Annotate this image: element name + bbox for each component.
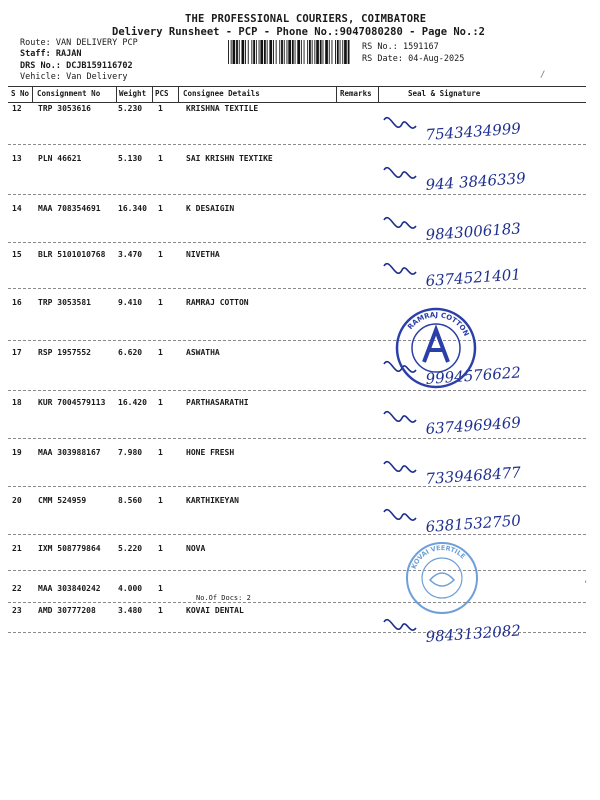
signature-phone: 7339468477 <box>425 463 522 488</box>
cell-consignee: NIVETHA <box>186 250 220 259</box>
drs-value: DCJB159116702 <box>66 61 133 71</box>
signature-phone: 9843006183 <box>425 219 522 244</box>
cell-sno: 16 <box>12 298 22 307</box>
cell-consignment: MAA 708354691 <box>38 204 101 213</box>
barcode-image <box>228 40 350 64</box>
barcode-bar <box>312 40 313 64</box>
cell-sno: 17 <box>12 348 22 357</box>
signature-scribble <box>384 620 416 630</box>
column-divider <box>32 86 33 102</box>
cell-weight: 5.130 <box>118 154 143 163</box>
cell-weight: 3.470 <box>118 250 143 259</box>
barcode-bar <box>239 40 240 64</box>
header-bottom-border <box>8 102 586 103</box>
route-line <box>20 38 138 48</box>
barcode-bar <box>236 40 238 64</box>
cell-consignment: TRP 3053616 <box>38 104 91 113</box>
cell-weight: 16.420 <box>118 398 147 407</box>
cell-sno: 13 <box>12 154 22 163</box>
cell-consignment: AMD 30777208 <box>38 606 96 615</box>
cell-pcs: 1 <box>158 298 163 307</box>
barcode-bar <box>320 40 322 64</box>
row-divider <box>8 602 586 603</box>
cell-weight: 5.220 <box>118 544 143 553</box>
col-consignment: Consignment No <box>37 89 101 98</box>
cell-sno: 22 <box>12 584 22 593</box>
cell-weight: 16.340 <box>118 204 147 213</box>
signature-phone: 9843132082 <box>425 621 522 646</box>
pen-mark: ' <box>583 580 589 590</box>
barcode-bar <box>292 40 294 64</box>
barcode-bar <box>295 40 296 64</box>
barcode-bar <box>276 40 277 64</box>
barcode-bar <box>348 40 350 64</box>
cell-sno: 23 <box>12 606 22 615</box>
cell-weight: 6.620 <box>118 348 143 357</box>
runsheet-title: Delivery Runsheet - PCP - Phone No.:9047080280 - Page No.:2 <box>112 26 485 38</box>
row-divider <box>8 570 586 571</box>
col-weight: Weight <box>119 89 147 98</box>
barcode-bar <box>231 40 232 64</box>
drs-line <box>20 61 133 71</box>
cell-consignee: K DESAIGIN <box>186 204 235 213</box>
signature-scribble <box>384 168 416 178</box>
rs-date-label: RS Date: <box>362 54 403 64</box>
cell-sno: 14 <box>12 204 22 213</box>
signature-phone: 6374969469 <box>425 413 522 438</box>
cell-consignment: MAA 303988167 <box>38 448 101 457</box>
barcode-bar <box>304 40 305 64</box>
barcode-bar <box>281 40 283 64</box>
cell-weight: 8.560 <box>118 496 143 505</box>
cell-weight: 3.480 <box>118 606 143 615</box>
header-top-border <box>8 86 586 87</box>
barcode-bar <box>284 40 285 64</box>
col-consignee: Consignee Details <box>183 89 260 98</box>
signature-phone: 7543434999 <box>425 119 522 144</box>
handwritten-signature <box>360 206 590 256</box>
cell-consignment: IXM 508779864 <box>38 544 101 553</box>
rs-date-value: 04-Aug-2025 <box>408 54 465 64</box>
barcode-bar <box>301 40 302 64</box>
barcode-bar <box>335 40 336 64</box>
cell-sno: 18 <box>12 398 22 407</box>
barcode-bar <box>251 40 252 64</box>
cell-consignment: BLR 5101010768 <box>38 250 106 259</box>
ramraj-stamp-text: RAMRAJ COTTON <box>406 310 471 338</box>
barcode-bar <box>344 40 347 64</box>
cell-pcs: 1 <box>158 448 163 457</box>
barcode-bar <box>307 40 308 64</box>
barcode-bar <box>316 40 319 64</box>
column-divider <box>152 86 153 102</box>
barcode-bar <box>279 40 280 64</box>
signature-phone: 9994576622 <box>425 363 522 388</box>
barcode-bar <box>288 40 291 64</box>
barcode-bar <box>329 40 330 64</box>
cell-consignment: CMM 524959 <box>38 496 87 505</box>
cell-weight: 9.410 <box>118 298 143 307</box>
barcode-bar <box>323 40 324 64</box>
cell-consignment: TRP 3053581 <box>38 298 91 307</box>
barcode-bar <box>314 40 315 64</box>
barcode-bar <box>297 40 300 64</box>
col-sno: S No <box>11 89 30 98</box>
cell-sno: 15 <box>12 250 22 259</box>
staff-line <box>20 49 81 59</box>
cell-consignment: KUR 7004579113 <box>38 398 106 407</box>
drs-label: DRS No.: <box>20 61 61 71</box>
barcode-bar <box>260 40 263 64</box>
barcode-bar <box>332 40 333 64</box>
route-label: Route: <box>20 38 51 48</box>
cell-consignment: PLN 46621 <box>38 154 82 163</box>
signature-scribble <box>384 264 416 274</box>
cell-consignee: RAMRAJ COTTON <box>186 298 249 307</box>
cell-pcs: 1 <box>158 584 163 593</box>
cell-pcs: 1 <box>158 104 163 113</box>
cell-consignee: KRISHNA TEXTILE <box>186 104 259 113</box>
barcode-bar <box>325 40 328 64</box>
signature-scribble <box>384 218 416 228</box>
signature-phone: 6381532750 <box>425 511 522 536</box>
cell-sno: 21 <box>12 544 22 553</box>
vehicle-label: Vehicle: <box>20 72 61 82</box>
ramraj-stamp <box>394 306 478 390</box>
barcode-bar <box>337 40 339 64</box>
cell-consignee: NOVA <box>186 544 206 553</box>
signature-phone: 944 3846339 <box>425 169 527 194</box>
barcode-bar <box>253 40 255 64</box>
cell-pcs: 1 <box>158 348 163 357</box>
handwritten-signature <box>360 106 590 156</box>
cell-pcs: 1 <box>158 496 163 505</box>
cell-pcs: 1 <box>158 606 163 615</box>
signature-scribble <box>384 510 416 520</box>
barcode-bar <box>273 40 274 64</box>
barcode-bar <box>269 40 272 64</box>
rs-no-label: RS No.: <box>362 42 398 52</box>
cell-pcs: 1 <box>158 398 163 407</box>
company-name: THE PROFESSIONAL COURIERS, COIMBATORE <box>185 13 427 25</box>
cell-sno: 20 <box>12 496 22 505</box>
handwritten-signature <box>360 252 590 302</box>
cell-pcs: 1 <box>158 204 163 213</box>
cell-sno: 19 <box>12 448 22 457</box>
cell-consignee: HONE FRESH <box>186 448 235 457</box>
signature-scribble <box>384 462 416 472</box>
handwritten-signature <box>360 450 590 500</box>
column-divider <box>378 86 379 102</box>
barcode-bar <box>256 40 257 64</box>
barcode-bar <box>309 40 311 64</box>
pen-mark: / <box>540 70 546 80</box>
barcode-bar <box>242 40 245 64</box>
col-remarks: Remarks <box>340 89 372 98</box>
barcode-bar <box>340 40 341 64</box>
signature-scribble <box>384 118 416 128</box>
cell-consignee: SAI KRISHN TEXTIKE <box>186 154 273 163</box>
barcode-bar <box>245 40 246 64</box>
cell-sno: 12 <box>12 104 22 113</box>
cell-weight: 5.230 <box>118 104 143 113</box>
col-pcs: PCS <box>155 89 169 98</box>
column-divider <box>178 86 179 102</box>
cell-consignment: RSP 1957552 <box>38 348 91 357</box>
vehicle-line <box>20 72 128 82</box>
barcode-bar <box>267 40 268 64</box>
barcode-bar <box>228 40 229 64</box>
cell-weight: 4.000 <box>118 584 143 593</box>
handwritten-signature <box>360 400 590 450</box>
rs-no-line <box>362 42 439 52</box>
barcode-bar <box>248 40 249 64</box>
cell-pcs: 1 <box>158 544 163 553</box>
rs-date-line <box>362 54 464 64</box>
kovai-stamp <box>404 540 480 616</box>
cell-consignee: ASWATHA <box>186 348 220 357</box>
cell-consignee: KOVAI DENTAL <box>186 606 244 615</box>
kovai-stamp-text: KOVAI VEERTILE <box>409 543 467 571</box>
table-row <box>8 584 586 598</box>
barcode-bar <box>259 40 260 64</box>
barcode-bar <box>342 40 343 64</box>
cell-weight: 7.980 <box>118 448 143 457</box>
no-of-docs: No.Of Docs: 2 <box>196 594 251 602</box>
column-divider <box>116 86 117 102</box>
staff-label: Staff: <box>20 49 51 59</box>
rs-no-value: 1591167 <box>402 42 439 52</box>
barcode-bar <box>233 40 236 64</box>
cell-consignee: KARTHIKEYAN <box>186 496 239 505</box>
col-seal: Seal & Signature <box>408 89 481 98</box>
column-divider <box>336 86 337 102</box>
cell-pcs: 1 <box>158 250 163 259</box>
staff-value: RAJAN <box>55 49 82 59</box>
barcode-bar <box>264 40 266 64</box>
barcode-bar <box>287 40 288 64</box>
vehicle-value: Van Delivery <box>66 72 128 82</box>
cell-consignment: MAA 303840242 <box>38 584 101 593</box>
row-divider <box>8 340 586 341</box>
cell-consignee: PARTHASARATHI <box>186 398 249 407</box>
cell-pcs: 1 <box>158 154 163 163</box>
signature-phone: 6374521401 <box>425 265 522 290</box>
route-value: VAN DELIVERY PCP <box>55 38 138 48</box>
signature-scribble <box>384 412 416 422</box>
handwritten-signature <box>360 156 590 206</box>
